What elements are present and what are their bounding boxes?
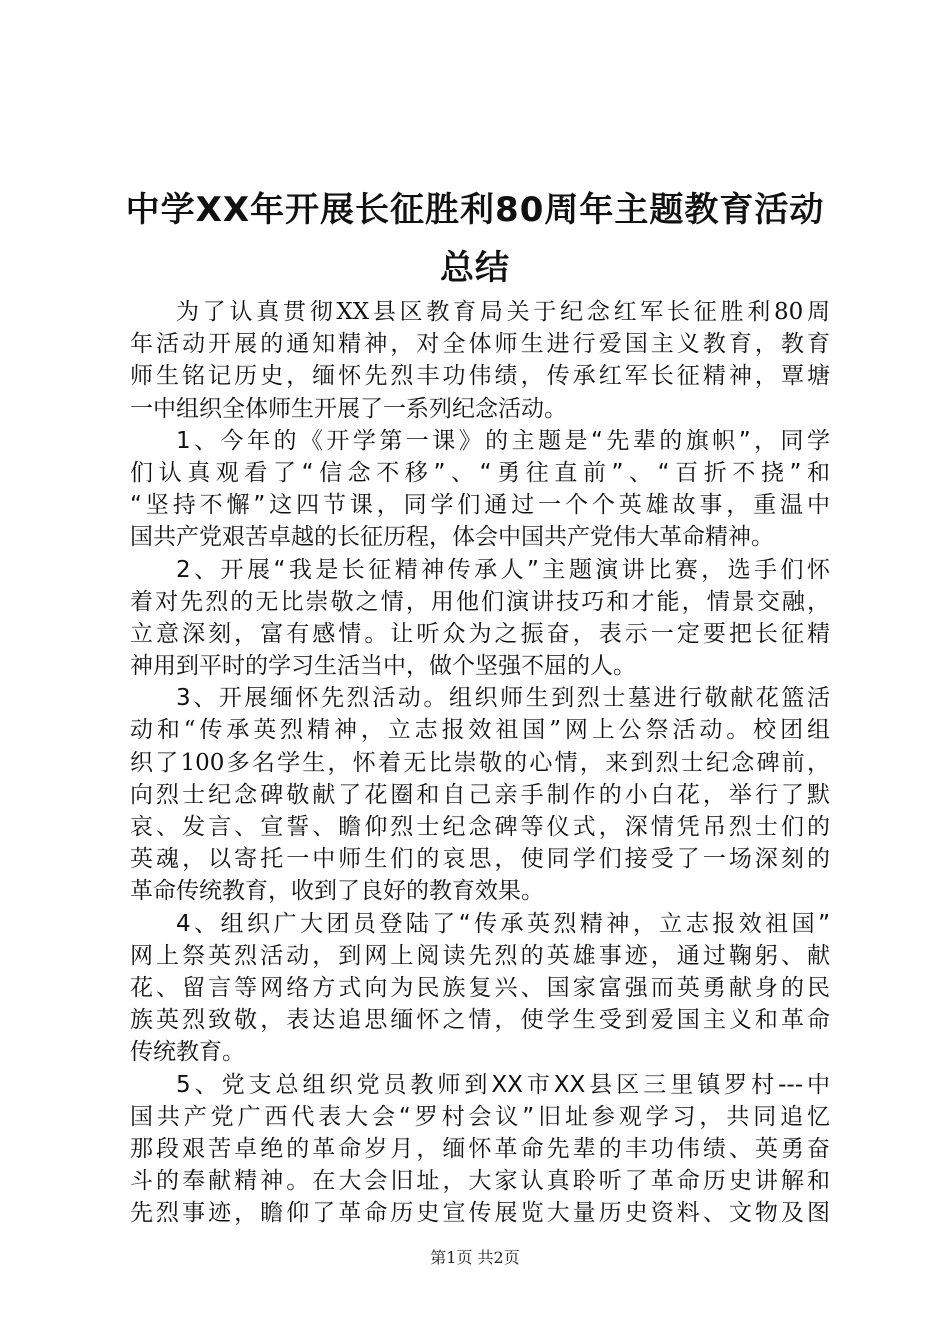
body-text-line: 那段艰苦卓绝的革命岁月，缅怀革命先辈的丰功伟绩、英勇奋 <box>130 1135 830 1162</box>
body-text-line: 哀、发言、宣誓、瞻仰烈士纪念碑等仪式，深情凭吊烈士们的 <box>130 814 830 840</box>
body-text-line: 族英烈致敬，表达追思缅怀之情，使学生受到爱国主义和革命 <box>130 1007 830 1034</box>
body-text-line: 神用到平时的学习生活当中，做个坚强不屈的人。 <box>130 653 636 680</box>
body-text-line: 师生铭记历史，缅怀先烈丰功伟绩，传承红军长征精神，覃塘 <box>130 363 830 390</box>
body-text-line: “坚持不懈”这四节课，同学们通过一个个英雄故事，重温中 <box>130 492 830 519</box>
body-text-line <box>130 618 830 650</box>
body-text-line: 花、留言等网络方式向为民族复兴、国家富强而英勇献身的民 <box>130 974 830 1001</box>
body-text-line: 英魂，以寄托一中师生们的哀思，使同学们接受了一场深刻的 <box>130 846 830 873</box>
body-text-segment: 让听众为之振奋，表示一定要把长征精 <box>390 620 831 647</box>
body-text-line: 国共产党艰苦卓越的长征历程，体会中国共产党伟大革命精神。 <box>130 524 774 551</box>
body-text-line: 织了100多名学生，怀着无比崇敬的心情，来到烈士纪念碑前， <box>130 749 830 776</box>
body-text-line: 向烈士纪念碑敬献了花圈和自己亲手制作的小白花，举行了默 <box>130 781 830 808</box>
body-text-line: 先烈事迹，瞻仰了革命历史宣传展览大量历史资料、文物及图 <box>130 1200 830 1227</box>
document-title-line-1: 中学XX年开展长征胜利80周年主题教育活动 <box>125 190 825 230</box>
body-text-segment: 3、开展缅怀先烈活动。 <box>176 685 449 712</box>
body-text-line: 2、开展“我是长征精神传承人”主题演讲比赛，选手们怀 <box>176 556 830 583</box>
body-text-line: 网上祭英烈活动，到网上阅读先烈的英雄事迹，通过鞠躬、献 <box>130 942 830 969</box>
body-text-segment: 组织师生到烈士墓进行敬献花篮活 <box>448 685 830 712</box>
body-text-line: 革命传统教育，收到了良好的教育效果。 <box>130 878 544 905</box>
body-text-segment: 斗的奉献精神。 <box>130 1168 313 1195</box>
body-text-line: 着对先烈的无比崇敬之情，用他们演讲技巧和才能，情景交融， <box>130 588 830 615</box>
body-text-segment: 在大会旧址，大家认真聆听了革命历史讲解和 <box>312 1168 831 1195</box>
body-text-line <box>130 1165 830 1197</box>
body-text-line: 年活动开展的通知精神，对全体师生进行爱国主义教育，教育 <box>130 331 830 358</box>
body-text-line: 国共产党广西代表大会“罗村会议”旧址参观学习，共同追忆 <box>130 1103 830 1130</box>
body-text-line <box>130 682 830 714</box>
body-text-line: 5、党支总组织党员教师到XX市XX县区三里镇罗村---中 <box>176 1071 830 1098</box>
page-footer: 第1页 共2页 <box>430 1248 520 1267</box>
body-text-line: 传统教育。 <box>130 1039 245 1066</box>
body-text-line: 一中组织全体师生开展了一系列纪念活动。 <box>130 395 567 422</box>
body-text-line: 1、今年的《开学第一课》的主题是“先辈的旗帜”，同学 <box>176 427 830 454</box>
body-text-line: 4、组织广大团员登陆了“传承英烈精神，立志报效祖国” <box>176 910 830 937</box>
document-body <box>130 296 830 1229</box>
body-text-line: 们认真观看了“信念不移”、“勇往直前”、“百折不挠”和 <box>130 459 830 486</box>
document-title-line-2: 总结 <box>440 248 510 288</box>
body-text-line: 动和“传承英烈精神，立志报效祖国”网上公祭活动。校团组 <box>130 717 830 744</box>
body-text-segment: 立意深刻，富有感情。 <box>130 620 391 647</box>
body-text-line: 为了认真贯彻XX县区教育局关于纪念红军长征胜利80周 <box>176 299 830 325</box>
